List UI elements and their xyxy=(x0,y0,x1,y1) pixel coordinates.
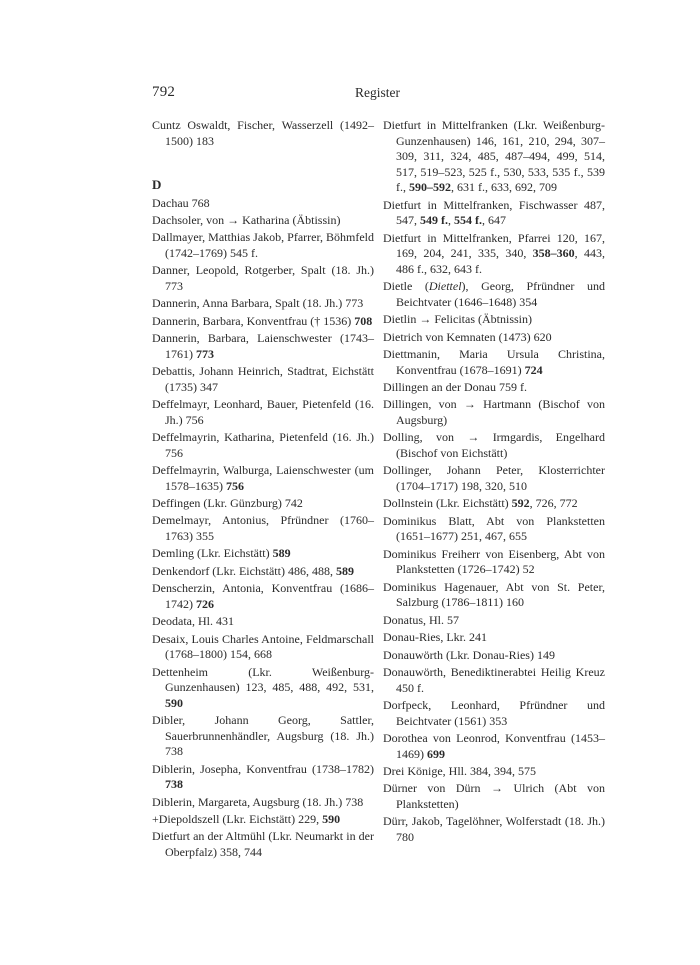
index-entry: Deodata, Hl. 431 xyxy=(152,614,234,629)
index-entry: Dominikus Blatt, Abt von Plankstetten (1651–1677) 251, 467, 655 xyxy=(383,513,605,544)
index-entry: Diblerin, Margareta, Augsburg (18. Jh.) 738 xyxy=(152,794,364,809)
index-entry: Donatus, Hl. 57 xyxy=(383,612,459,627)
index-entry: Dietfurt in Mittelfranken (Lkr. Weißenburg-Gunzenhausen) 146, 161, 210, 294, 307–309, 311, 324, 485, 487–494, 499, 514, 517, 519–523, 525 f., 530, 533, 535 f., 539 f., 590–592, 631 f., 633, 692, 709 xyxy=(383,118,605,195)
index-entry: Dachau 768 xyxy=(152,195,210,210)
index-entry: Cuntz Oswaldt, Fischer, Wasserzell (1492–1500) 183 xyxy=(152,118,374,148)
index-entry: Deffelmayrin, Katharina, Pietenfeld (16. Jh.) 756 xyxy=(152,430,374,460)
index-entry: Diblerin, Josepha, Konventfrau (1738–1782) 738 xyxy=(152,761,374,792)
index-column-right xyxy=(383,118,605,847)
index-entries-pre xyxy=(152,118,374,149)
index-entry: Dietrich von Kemnaten (1473) 620 xyxy=(383,329,552,344)
index-entry: +Diepoldszell (Lkr. Eichstätt) 229, 590 xyxy=(152,812,341,827)
index-entry: Debattis, Johann Heinrich, Stadtrat, Eichstätt (1735) 347 xyxy=(152,364,374,394)
index-entries-left xyxy=(152,196,374,861)
index-entry: Desaix, Louis Charles Antoine, Feldmarschall (1768–1800) 154, 668 xyxy=(152,631,374,662)
index-entry: Dietfurt in Mittelfranken, Pfarrei 120, 167, 169, 204, 241, 335, 340, 358–360, 443, 486 f., 632, 643 f. xyxy=(383,230,606,276)
index-entry: Deffelmayr, Leonhard, Bauer, Pietenfeld (16. Jh.) 756 xyxy=(152,397,374,427)
index-entry: Dolling, von → Irmgardis, Engelhard (Bischof von Eichstätt) xyxy=(383,430,605,461)
index-entry: Dietle (Diettel), Georg, Pfründner und Beichtvater (1646–1648) 354 xyxy=(383,279,605,309)
index-entry: Dibler, Johann Georg, Sattler, Sauerbrunnenhändler, Augsburg (18. Jh.) 738 xyxy=(152,713,374,759)
index-entry: Dachsoler, von → Katharina (Äbtissin) xyxy=(152,212,341,227)
index-entry: Dominikus Freiherr von Eisenberg, Abt von Plankstetten (1726–1742) 52 xyxy=(383,546,605,577)
index-entry: Dannerin, Anna Barbara, Spalt (18. Jh.) 773 xyxy=(152,296,364,311)
index-entry: Deffingen (Lkr. Günzburg) 742 xyxy=(152,496,303,511)
index-entry: Dorfpeck, Leonhard, Pfründner und Beichtvater (1561) 353 xyxy=(383,697,605,728)
index-entry: Dietfurt in Mittelfranken, Fischwasser 487, 547, 549 f., 554 f., 647 xyxy=(383,197,605,228)
index-entry: Dorothea von Leonrod, Konventfrau (1453–1469) 699 xyxy=(383,730,605,761)
index-entry: Dürr, Jakob, Tagelöhner, Wolferstadt (18. Jh.) 780 xyxy=(383,814,605,844)
index-entry: Dietlin → Felicitas (Äbtnissin) xyxy=(383,312,532,327)
index-entry: Danner, Leopold, Rotgerber, Spalt (18. Jh.) 773 xyxy=(152,263,374,293)
running-head: Register xyxy=(355,85,400,100)
index-entry: Dannerin, Barbara, Laienschwester (1743–1761) 773 xyxy=(152,331,374,361)
index-entry: Deffelmayrin, Walburga, Laienschwester (um 1578–1635) 756 xyxy=(152,463,374,493)
page-number: 792 xyxy=(152,84,176,100)
index-entry: Drei Könige, Hll. 384, 394, 575 xyxy=(383,763,536,778)
index-entry: Dillingen, von → Hartmann (Bischof von Augsburg) xyxy=(383,397,605,428)
index-entry: Dürner von Dürn → Ulrich (Abt von Plankstetten) xyxy=(383,781,605,811)
index-entry: Denkendorf (Lkr. Eichstätt) 486, 488, 589 xyxy=(152,563,354,578)
index-entry: Donau-Ries, Lkr. 241 xyxy=(383,630,487,645)
index-entry: Dominikus Hagenauer, Abt von St. Peter, Salzburg (1786–1811) 160 xyxy=(383,579,605,610)
index-entry: Dollinger, Johann Peter, Klosterrichter (1704–1717) 198, 320, 510 xyxy=(383,463,605,494)
index-entry: Dettenheim (Lkr. Weißenburg-Gunzenhausen) 123, 485, 488, 492, 531, 590 xyxy=(152,664,374,710)
index-entry: Donauwörth, Benediktinerabtei Heilig Kreuz 450 f. xyxy=(383,664,605,695)
index-entries-right xyxy=(383,118,605,845)
index-column-left xyxy=(152,118,374,862)
section-gap xyxy=(152,151,374,177)
index-entry: Demling (Lkr. Eichstätt) 589 xyxy=(152,546,291,561)
section-letter: D xyxy=(152,176,162,192)
index-entry: Denscherzin, Antonia, Konventfrau (1686–1742) 726 xyxy=(152,581,374,611)
index-entry: Donauwörth (Lkr. Donau-Ries) 149 xyxy=(383,647,555,662)
index-entry: Dannerin, Barbara, Konventfrau († 1536) 708 xyxy=(152,313,373,328)
index-entry: Diettmanin, Maria Ursula Christina, Konventfrau (1678–1691) 724 xyxy=(383,347,605,377)
index-entry: Dillingen an der Donau 759 f. xyxy=(383,380,527,395)
index-entry: Dietfurt an der Altmühl (Lkr. Neumarkt in der Oberpfalz) 358, 744 xyxy=(152,829,374,860)
index-entry: Dollnstein (Lkr. Eichstätt) 592, 726, 772 xyxy=(383,496,578,511)
index-entry: Dallmayer, Matthias Jakob, Pfarrer, Böhmfeld (1742–1769) 545 f. xyxy=(152,230,374,260)
index-entry: Demelmayr, Antonius, Pfründner (1760–1763) 355 xyxy=(152,513,374,544)
